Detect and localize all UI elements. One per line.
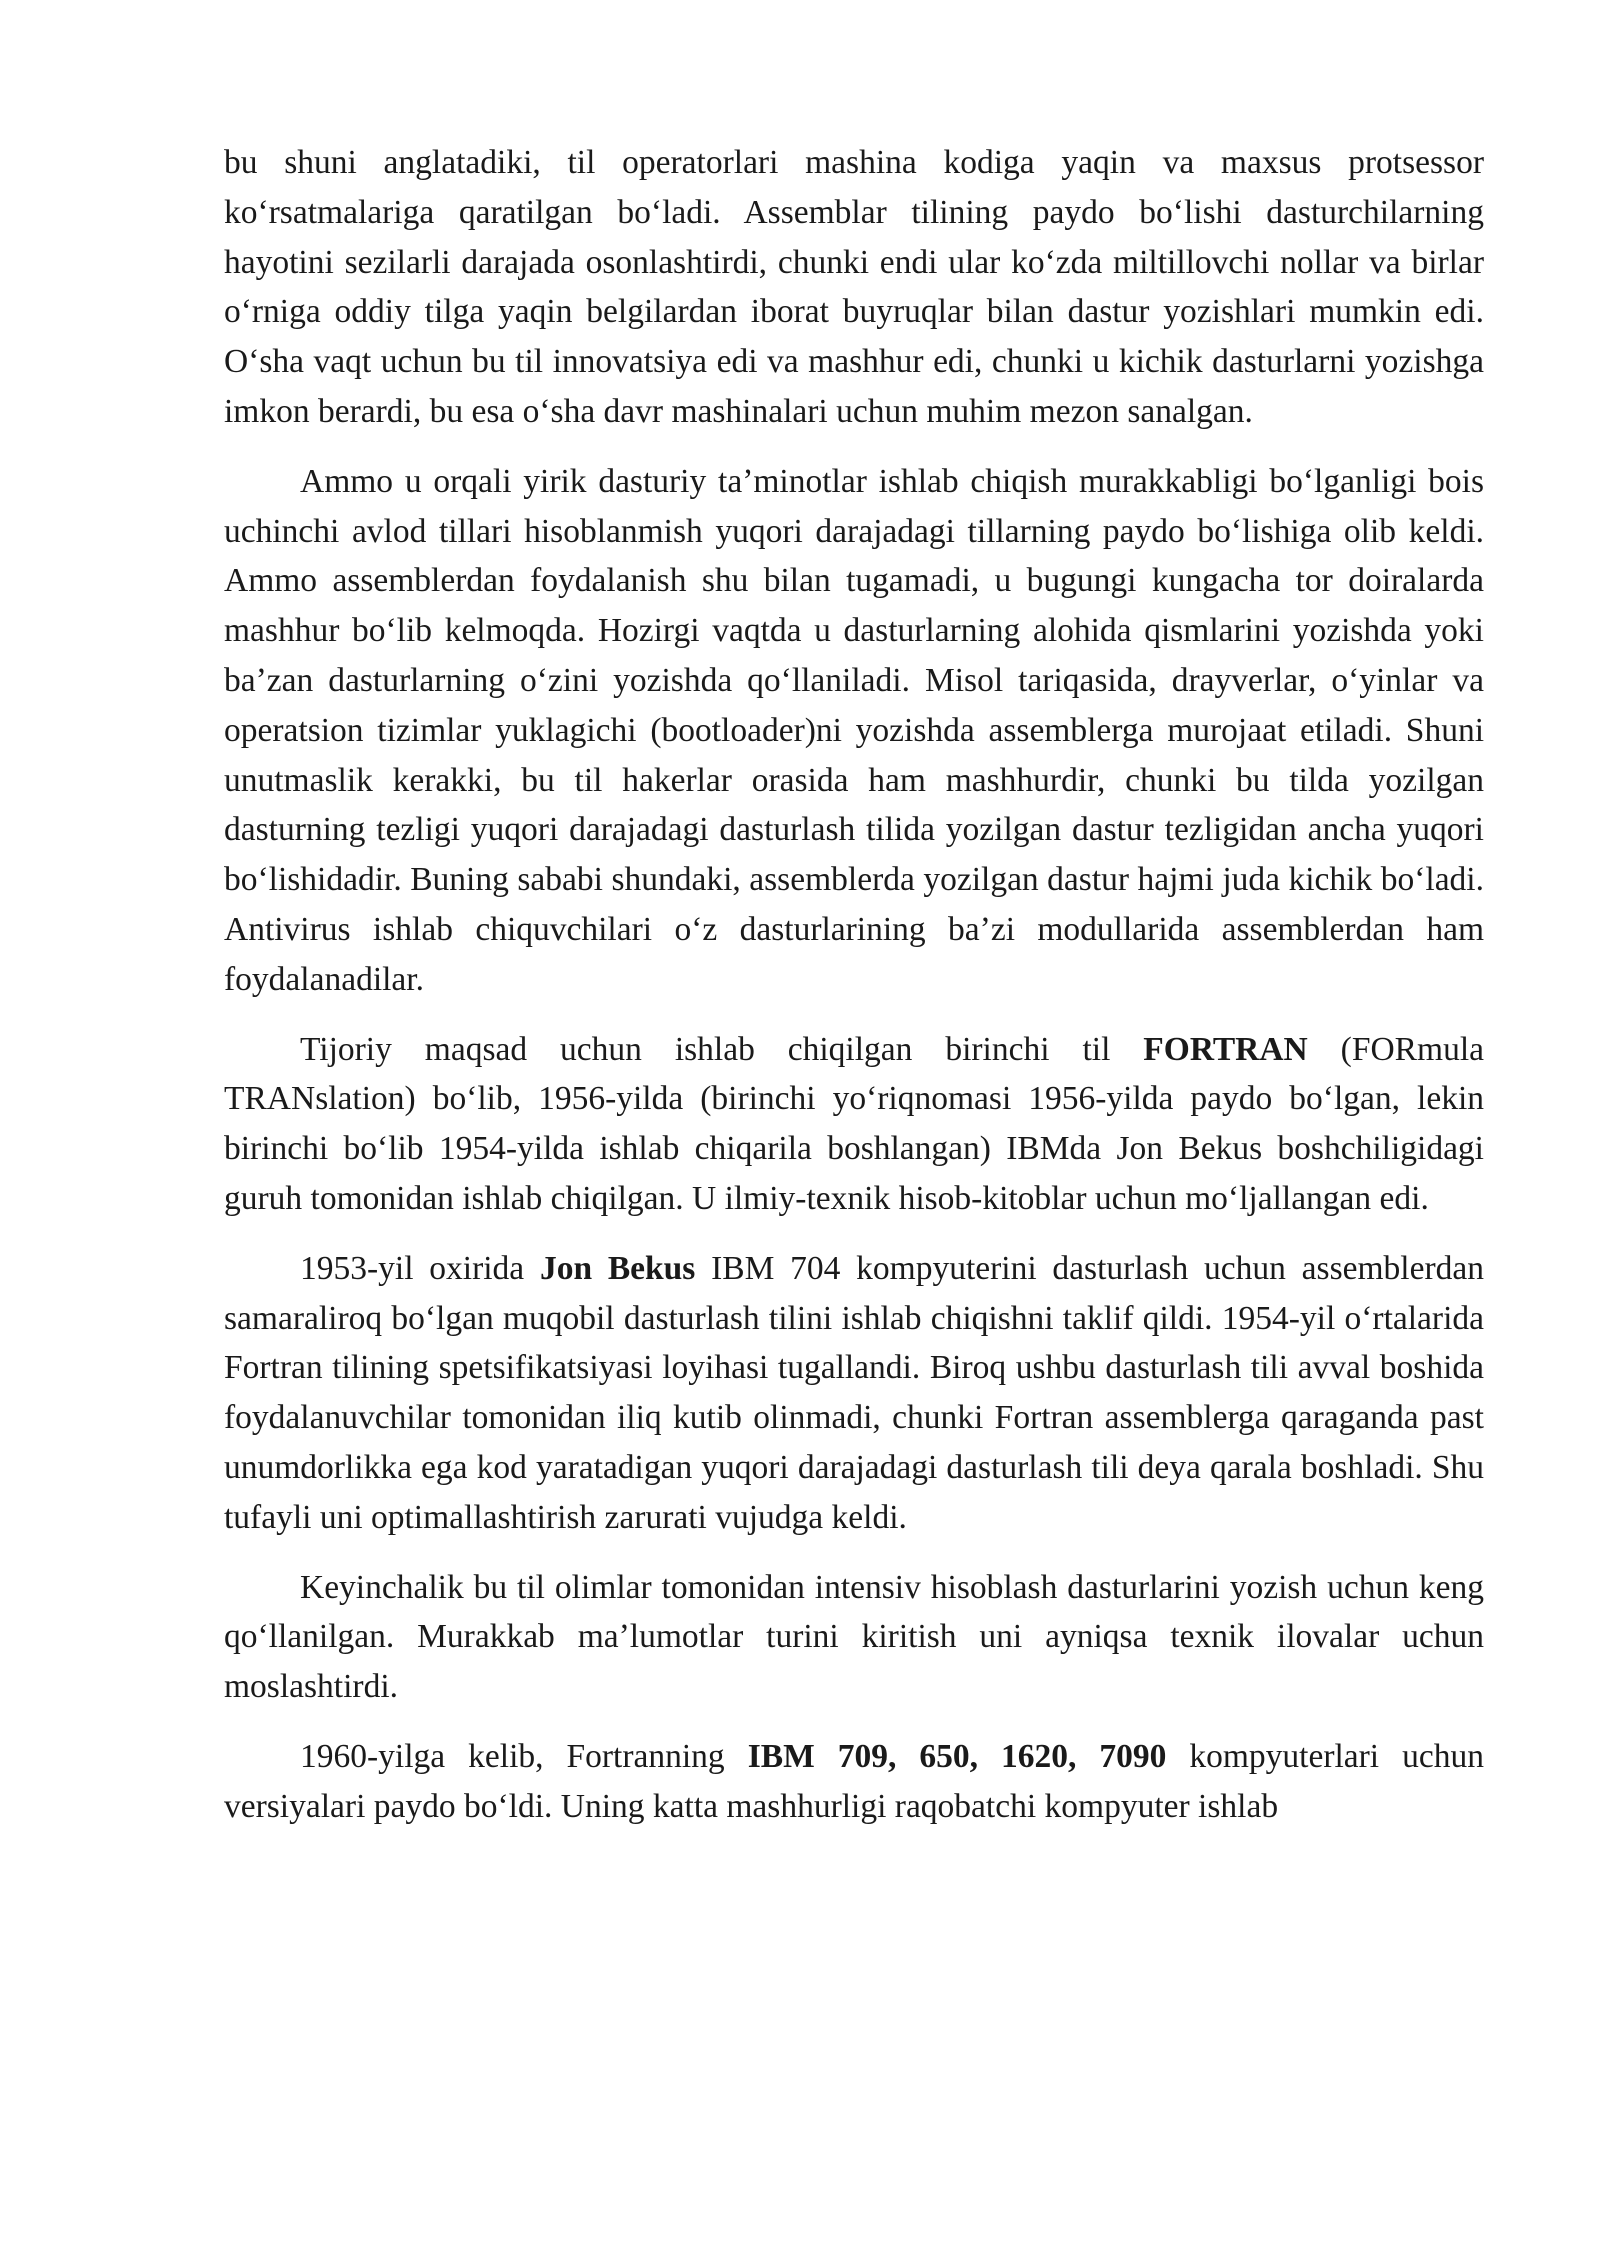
paragraph-text: (FORmula TRANslation) boʻlib, 1956-yilda (birinchi yoʻriqnomasi 1956-yilda paydo boʻlgan, lekin birinchi boʻlib 1954-yilda ishlab chiqarila boshlangan) IBMda Jon Bekus boshchiligidagi guruh tomonidan ishlab chiqilgan. U ilmiy-texnik hisob-kitoblar uchun moʻljallangan edi. (224, 1030, 1484, 1217)
paragraph-text: IBM 704 kompyuterini dasturlash uchun assemblerdan samaraliroq boʻlgan muqobil dasturlash tilini ishlab chiqishni taklif qildi. 1954-yil oʻrtalarida Fortran tilining spetsifikatsiyasi loyihasi tugallandi. Biroq ushbu dasturlash tili avval boshida foydalanuvchilar tomonidan iliq kutib olinmadi, chunki Fortran assemblerga qaraganda past unumdorlikka ega kod yaratadigan yuqori darajadagi dasturlash tili deya qarala boshladi. Shu tufayli uni optimallashtirish zarurati vujudga keldi. (224, 1249, 1484, 1536)
paragraph-jon-bekus (224, 1244, 1484, 1543)
paragraph-assembler-intro (224, 138, 1484, 437)
paragraph-text: Tijoriy maqsad uchun ishlab chiqilgan birinchi til (300, 1030, 1144, 1068)
paragraph-text: kompyuterlari uchun versiyalari paydo boʻldi. Uning katta mashhurligi raqobatchi kompyuter ishlab (224, 1737, 1484, 1825)
bold-term-jon-bekus: Jon Bekus (539, 1249, 696, 1287)
paragraph-text: bu shuni anglatadiki, til operatorlari mashina kodiga yaqin va maxsus protsessor koʻrsatmalariga qaratilgan boʻladi. Assemblar tilining paydo boʻlishi dasturchilarning hayotini sezilarli darajada osonlashtirdi, chunki endi ular koʻzda miltillovchi nollar va birlar oʻrniga oddiy tilga yaqin belgilardan iborat buyruqlar bilan dastur yozishlari mumkin edi. Oʻsha vaqt uchun bu til innovatsiya edi va mashhur edi, chunki u kichik dasturlarni yozishga imkon berardi, bu esa oʻsha davr mashinalari uchun muhim mezon sanalgan. (224, 144, 1484, 430)
paragraph-fortran-intro (224, 1025, 1484, 1224)
bold-term-fortran: FORTRAN (1143, 1030, 1308, 1068)
document-page (224, 138, 1484, 1852)
paragraph-fortran-versions (224, 1732, 1484, 1832)
paragraph-text: 1960-yilga kelib, Fortranning (300, 1737, 748, 1775)
paragraph-text: Ammo u orqali yirik dasturiy taʼminotlar ishlab chiqish murakkabligi boʻlganligi bois uchinchi avlod tillari hisoblanmish yuqori darajadagi tillarning paydo boʻlishiga olib keldi. Ammo assemblerdan foydalanish shu bilan tugamadi, u bugungi kungacha tor doiralarda mashhur boʻlib kelmoqda. Hozirgi vaqtda u dasturlarning alohida qismlarini yozishda yoki baʼzan dasturlarning oʻzini yozishda qoʻllaniladi. Misol tariqasida, drayverlar, oʻyinlar va operatsion tizimlar yuklagichi (bootloader)ni yozishda assemblerga murojaat etiladi. Shuni unutmaslik kerakki, bu til hakerlar orasida ham mashhurdir, chunki bu tilda yozilgan dasturning tezligi yuqori darajadagi dasturlash tilida yozilgan dastur tezligidan ancha yuqori boʻlishidadir. Buning sababi shundaki, assemblerda yozilgan dastur hajmi juda kichik boʻladi. Antivirus ishlab chiquvchilari oʻz dasturlarining baʼzi modullarida assemblerdan ham foydalanadilar. (224, 462, 1484, 998)
paragraph-fortran-scientists (224, 1563, 1484, 1712)
paragraph-text: Keyinchalik bu til olimlar tomonidan intensiv hisoblash dasturlarini yozish uchun keng qoʻllanilgan. Murakkab maʼlumotlar turini kiritish uni ayniqsa texnik ilovalar uchun moslashtirdi. (224, 1568, 1484, 1706)
paragraph-text: 1953-yil oxirida (300, 1249, 540, 1287)
paragraph-assembler-usage (224, 457, 1484, 1005)
bold-term-ibm-models: IBM 709, 650, 1620, 7090 (747, 1737, 1167, 1775)
